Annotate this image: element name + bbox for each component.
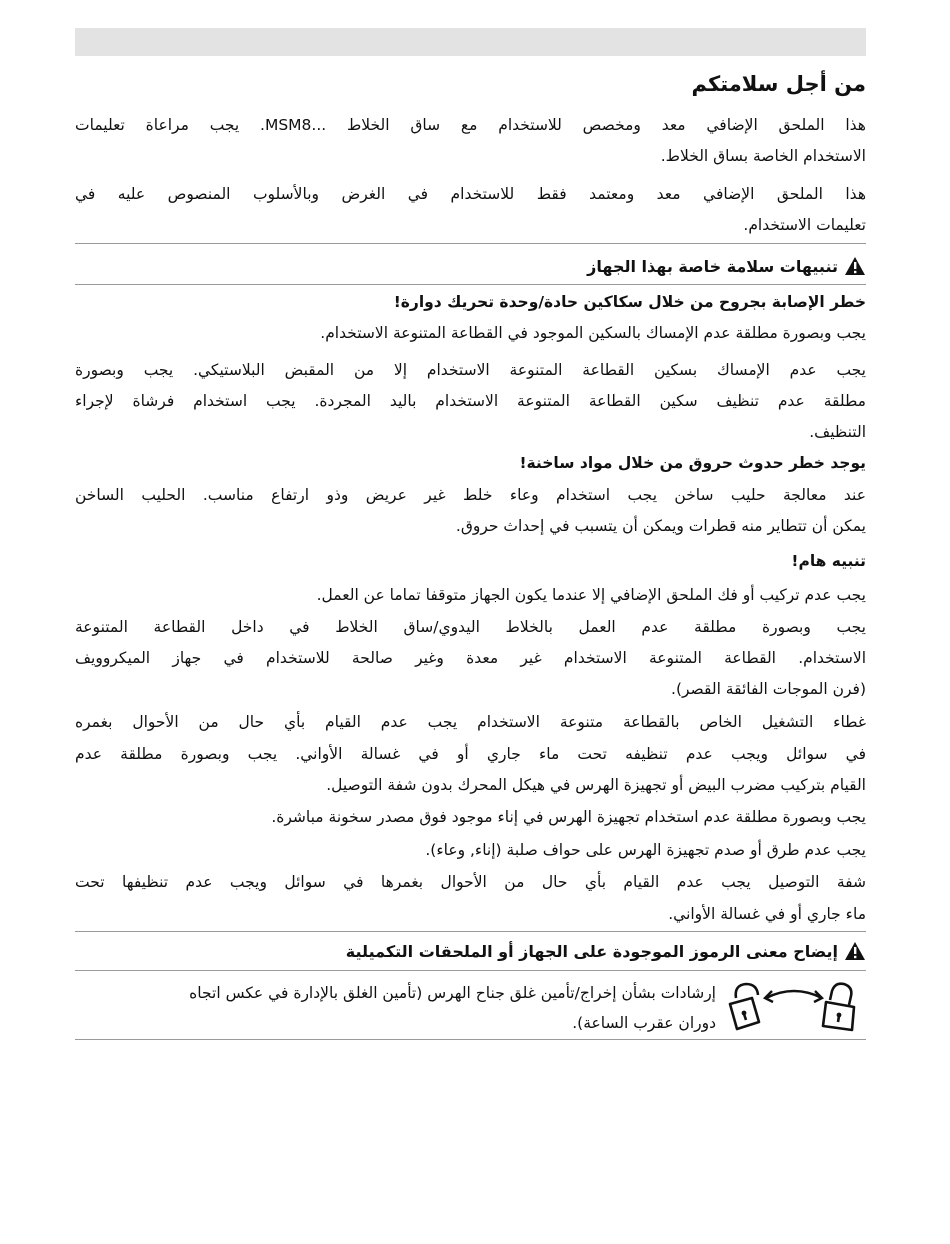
page-title: من أجل سلامتكم [691,72,866,96]
body-line: شفة التوصيل يجب عدم القيام بأي حال من الأحوال بغمرها في سوائل ويجب عدم تنظيفها تحت [75,873,866,891]
double-arrow-icon [765,991,822,1002]
body-line: يجب عدم الإمساك بسكين القطاعة المتنوعة الاستخدام إلا من المقبض البلاستيكي. يجب وبصورة [75,361,866,379]
symbols-heading [346,941,866,961]
divider [75,970,866,971]
body-line: القيام بتركيب مضرب البيض أو تجهيزة الهرس في هيكل المحرك بدون شفة التوصيل. [326,776,866,794]
body-line: غطاء التشغيل الخاص بالقطاعة متنوعة الاستخدام يجب عدم القيام بأي حال من الأحوال بغمره [75,713,866,731]
notice-heading: تنبيه هام! [791,552,866,570]
safety-heading [587,256,866,276]
body-line: يجب عدم تركيب أو فك الملحق الإضافي إلا عندما يكون الجهاز متوقفا تماما عن العمل. [316,586,866,604]
safety-heading-text: تنبيهات سلامة خاصة بهذا الجهاز [587,256,838,276]
body-line: الاستخدام. القطاعة المتنوعة الاستخدام غير معدة وغير صالحة للاستخدام في جهاز الميكروويف [75,649,866,667]
body-line: يجب وبصورة مطلقة عدم العمل بالخلاط اليدوي/ساق الخلاط في داخل القطاعة المتنوعة [75,618,866,636]
divider [75,243,866,244]
intro-line: الاستخدام الخاصة بساق الخلاط. [660,147,866,165]
divider [75,931,866,932]
document-page [75,0,866,1244]
hazard-heading: خطر الإصابة بجروح من خلال سكاكين حادة/وحدة تحريك دوارة! [393,293,866,311]
body-line: ماء جاري أو في غسالة الأواني. [668,905,866,923]
divider [75,284,866,285]
body-line: التنظيف. [809,423,866,441]
intro-line: هذا الملحق الإضافي معد ومعتمد فقط للاستخدام في الغرض وبالأسلوب المنصوص عليه في [75,185,866,203]
lock-symbols [726,978,866,1034]
symbols-heading-text: إيضاح معنى الرموز الموجودة على الجهاز أو الملحقات التكميلية [345,941,838,961]
divider [75,1039,866,1040]
locked-padlock-icon [823,984,854,1030]
hazard-heading: يوجد خطر حدوث حروق من خلال مواد ساخنة! [519,454,866,472]
symbols-description: دوران عقرب الساعة). [572,1014,716,1032]
warning-triangle-icon [844,941,866,961]
header-bar [75,28,866,56]
body-line: (فرن الموجات الفائقة القصر). [671,680,866,698]
body-line: يجب عدم طرق أو صدم تجهيزة الهرس على حواف صلبة (إناء, وعاء). [425,841,866,859]
intro-line: هذا الملحق الإضافي معد ومخصص للاستخدام مع ساق الخلاط ...MSM8. يجب مراعاة تعليمات [75,116,866,134]
body-line: يجب وبصورة مطلقة عدم الإمساك بالسكين الموجود في القطاعة المتنوعة الاستخدام. [320,324,866,342]
body-line: يمكن أن تتطاير منه قطرات ويمكن أن يتسبب في إحداث حروق. [455,517,866,535]
body-line: عند معالجة حليب ساخن يجب استخدام وعاء خلط غير عريض وذو ارتفاع مناسب. الحليب الساخن [75,486,866,504]
body-line: يجب وبصورة مطلقة عدم استخدام تجهيزة الهرس في إناء موجود فوق مصدر سخونة مباشرة. [271,808,866,826]
unlocked-padlock-icon [730,984,759,1029]
symbols-description: إرشادات بشأن إخراج/تأمين غلق جناح الهرس (تأمين الغلق بالإدارة في عكس اتجاه [189,984,716,1002]
body-line: في سوائل ويجب عدم تنظيفه تحت ماء جاري أو في غسالة الأواني. يجب وبصورة مطلقة عدم [75,745,866,763]
warning-triangle-icon [844,256,866,276]
body-line: مطلقة عدم تنظيف سكين القطاعة المتنوعة الاستخدام باليد المجردة. يجب استخدام فرشاة لإجراء [75,392,866,410]
intro-line: تعليمات الاستخدام. [743,216,866,234]
